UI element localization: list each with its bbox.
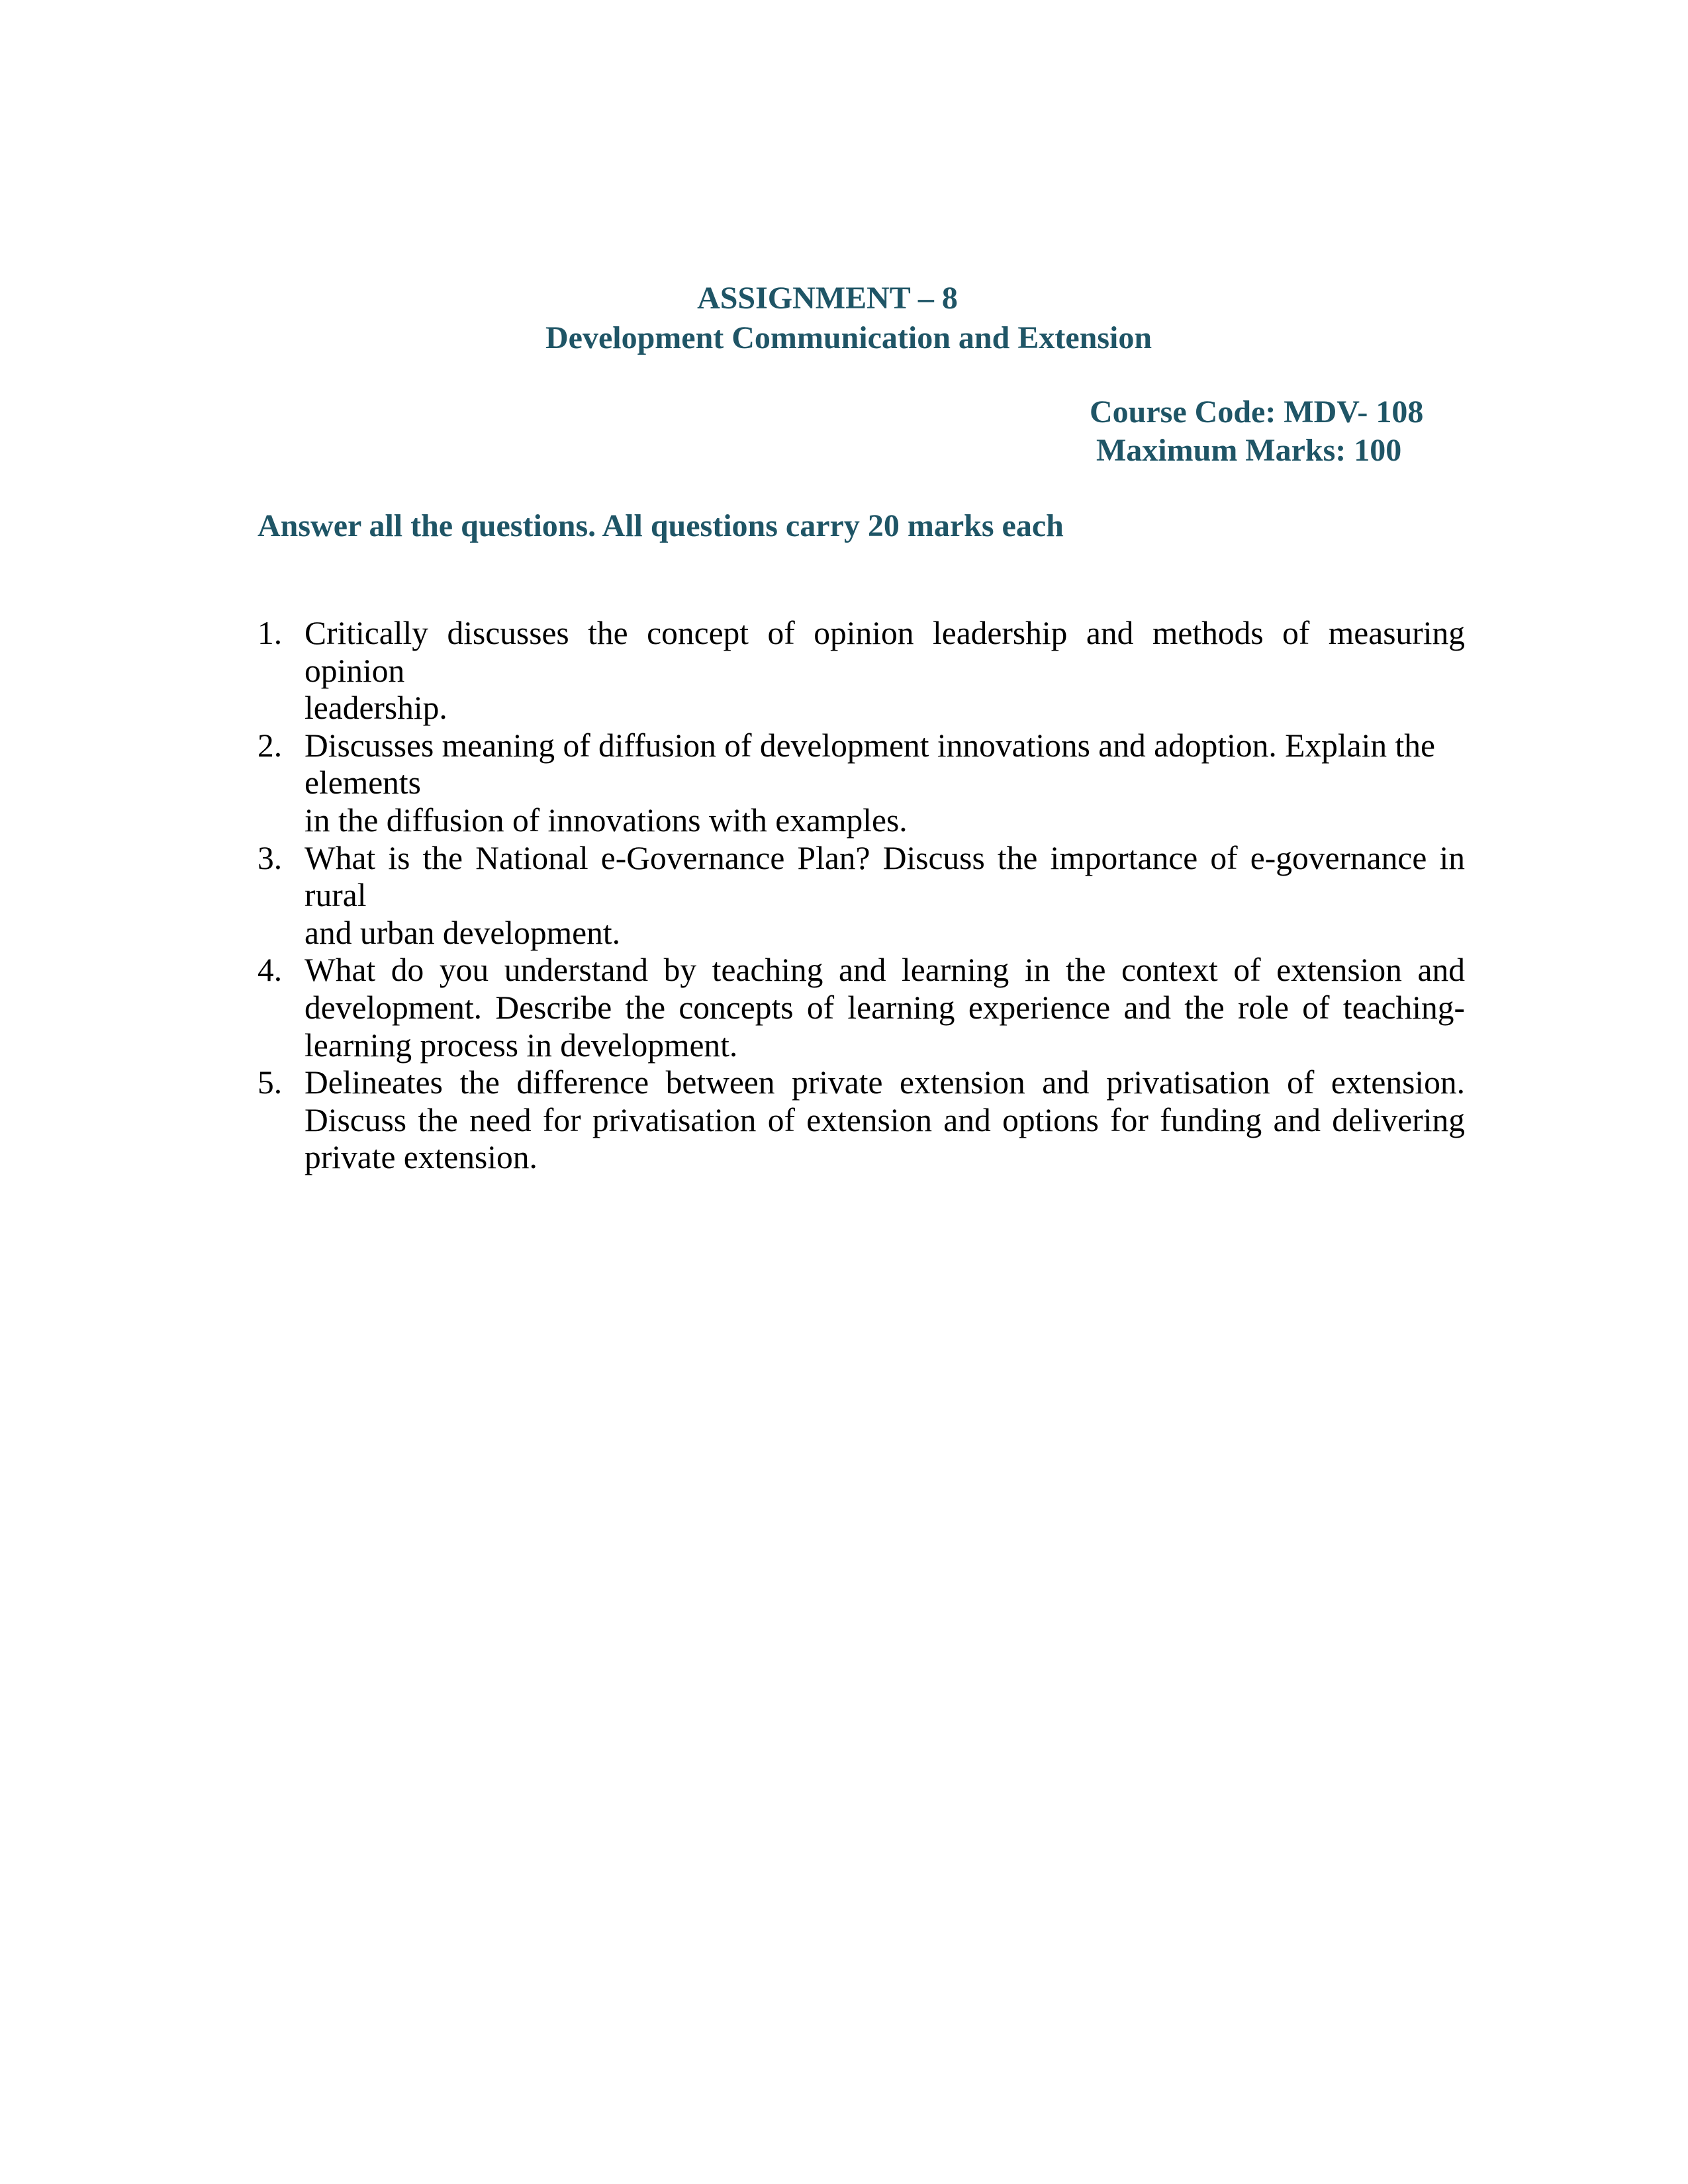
question-text-line: Discusses meaning of diffusion of development innovations and adoption. Explain the: [305, 727, 1435, 764]
question-list: [258, 615, 1465, 1177]
assignment-title: ASSIGNMENT – 8: [697, 281, 958, 316]
question-number: 4.: [258, 952, 283, 989]
question-item: [258, 615, 1465, 727]
question-text-line: private extension.: [305, 1139, 538, 1176]
question-text-line: What is the National e-Governance Plan? Discuss the importance of e-governance in rural: [305, 839, 1465, 914]
question-item: [258, 1064, 1465, 1177]
question-text-line: and urban development.: [305, 914, 620, 951]
course-title: Development Communication and Extension: [545, 320, 1152, 355]
question-number: 1.: [258, 615, 283, 651]
question-text-line: Critically discusses the concept of opinion leadership and methods of measuring opinion: [305, 615, 1465, 689]
question-number: 5.: [258, 1064, 283, 1101]
question-item: [258, 952, 1465, 1064]
question-text-line: learning process in development.: [305, 1026, 738, 1064]
question-text-line: What do you understand by teaching and learning in the context of extension and: [305, 952, 1465, 989]
question-text-line: in the diffusion of innovations with examples.: [305, 801, 908, 839]
question-text-line: development. Describe the concepts of learning experience and the role of teaching-: [305, 989, 1465, 1026]
question-text-line: leadership.: [305, 690, 447, 727]
question-number: 3.: [258, 839, 283, 876]
question-text-line: elements: [305, 764, 421, 801]
question-number: 2.: [258, 727, 283, 764]
maximum-marks: Maximum Marks: 100: [1096, 433, 1402, 468]
course-code: Course Code: MDV- 108: [1090, 394, 1424, 430]
instructions: Answer all the questions. All questions carry 20 marks each: [258, 508, 1064, 543]
question-item: [258, 727, 1465, 840]
question-text-line: Delineates the difference between private extension and privatisation of extension.: [305, 1064, 1465, 1101]
question-item: [258, 840, 1465, 952]
question-text-line: Discuss the need for privatisation of extension and options for funding and delivering: [305, 1101, 1465, 1138]
